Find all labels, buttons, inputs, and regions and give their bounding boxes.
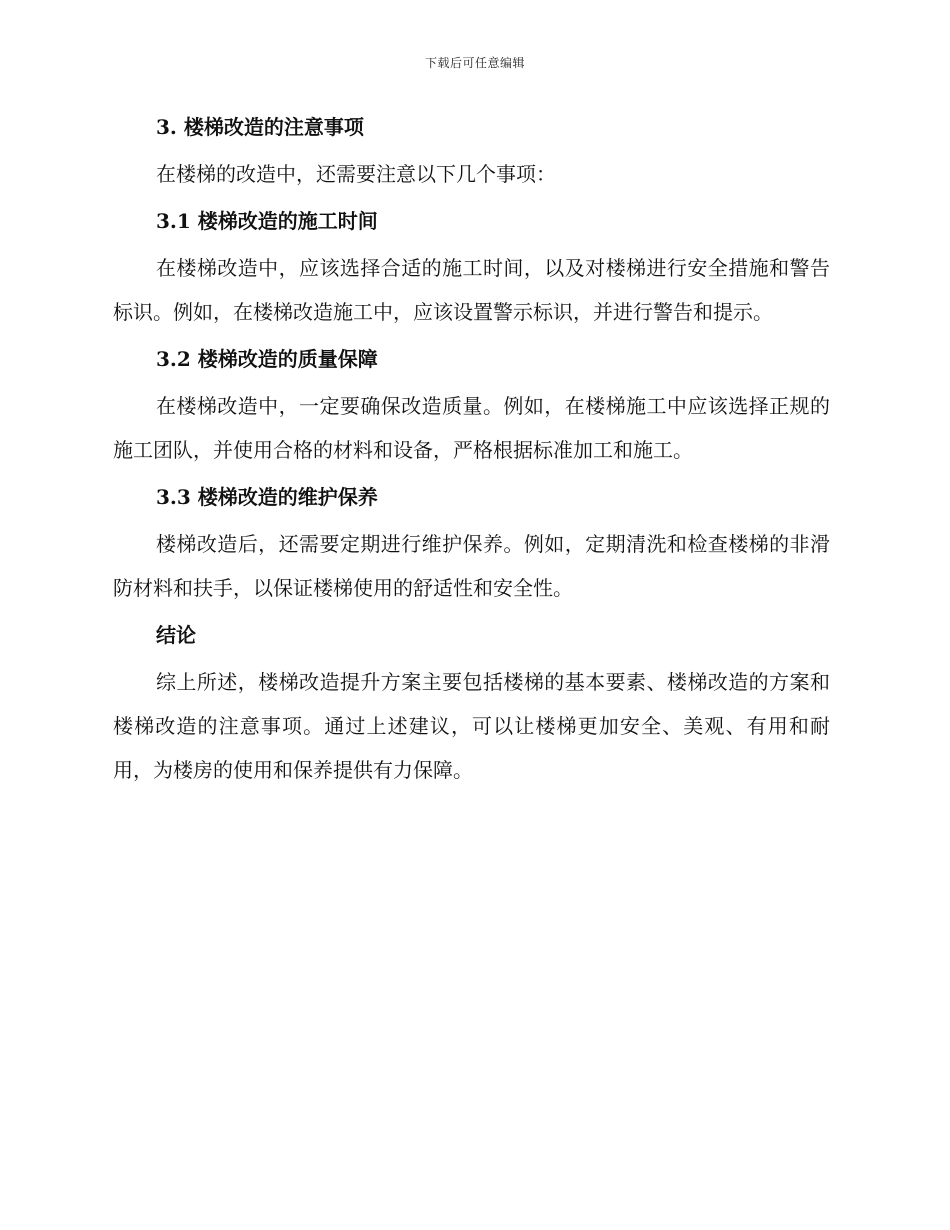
spacer xyxy=(113,472,830,480)
spacer xyxy=(113,238,830,246)
spacer xyxy=(113,376,830,384)
document-body xyxy=(113,110,830,792)
section-heading-maintenance: 3.3 楼梯改造的维护保养 xyxy=(156,485,378,509)
spacer xyxy=(113,334,830,342)
section-heading-notes: 3. 楼梯改造的注意事项 xyxy=(156,115,364,139)
page-header: 下载后可任意编辑 xyxy=(424,56,525,70)
paragraph-notes-intro: 在楼梯的改造中，还需要注意以下几个事项： xyxy=(156,162,556,186)
spacer xyxy=(113,196,830,204)
section-heading-construction-time: 3.1 楼梯改造的施工时间 xyxy=(156,209,378,233)
section-heading-quality: 3.2 楼梯改造的质量保障 xyxy=(156,347,378,371)
paragraph-construction-time: 在楼梯改造中，应该选择合适的施工时间，以及对楼梯进行安全措施和警告标识。例如，在楼梯改造施工中，应该设置警示标识，并进行警告和提示。 xyxy=(113,256,830,324)
paragraph-conclusion: 综上所述，楼梯改造提升方案主要包括楼梯的基本要素、楼梯改造的方案和楼梯改造的注意事项。通过上述建议，可以让楼梯更加安全、美观、有用和耐用，为楼房的使用和保养提供有力保障。 xyxy=(113,670,830,782)
paragraph-maintenance: 楼梯改造后，还需要定期进行维护保养。例如，定期清洗和检查楼梯的非滑防材料和扶手，以保证楼梯使用的舒适性和安全性。 xyxy=(113,532,830,600)
spacer xyxy=(113,610,830,618)
spacer xyxy=(113,514,830,522)
paragraph-quality: 在楼梯改造中，一定要确保改造质量。例如，在楼梯施工中应该选择正规的施工团队，并使用合格的材料和设备，严格根据标准加工和施工。 xyxy=(113,394,830,462)
spacer xyxy=(113,144,830,152)
section-heading-conclusion: 结论 xyxy=(156,623,196,647)
spacer xyxy=(113,652,830,660)
